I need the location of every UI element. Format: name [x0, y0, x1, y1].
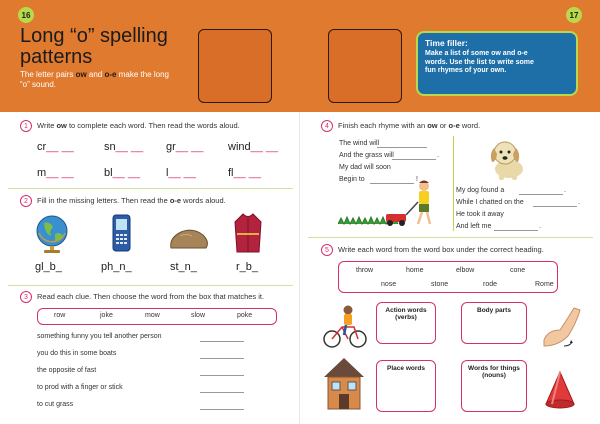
answer-line[interactable]: [494, 230, 538, 231]
rhyme-punctuation: !: [416, 176, 418, 183]
q5-word: throw: [356, 267, 374, 274]
q5-word: nose: [381, 281, 397, 288]
q5-word: rode: [483, 281, 498, 288]
answer-line[interactable]: [377, 147, 427, 148]
question-5-number: 5: [321, 244, 333, 256]
time-filler-box: [416, 31, 578, 96]
q3-clue: you do this in some boats: [37, 350, 117, 357]
question-2-instructions: Fill in the missing letters. Then read the o-e words aloud.: [37, 196, 226, 205]
section-separator: [308, 237, 593, 238]
dog-icon: [485, 137, 529, 181]
section-separator: [8, 285, 293, 286]
globe-icon: [34, 214, 74, 254]
answer-line[interactable]: [200, 392, 244, 393]
phone-icon: [110, 214, 134, 254]
rhyme-2-line: My dog found a: [456, 187, 505, 194]
rhyme-1-line: Begin to: [339, 176, 365, 183]
q3-option: joke: [100, 312, 113, 319]
category-box-place-words[interactable]: [376, 360, 436, 412]
page-divider: [299, 112, 300, 424]
section-separator: [8, 188, 293, 189]
elbow-icon: [538, 304, 582, 350]
rhyme-punctuation: .: [539, 223, 541, 230]
answer-line[interactable]: [392, 159, 436, 160]
time-filler-title: Time filler:: [425, 38, 468, 48]
category-heading: Body parts: [477, 307, 511, 314]
q3-clue: the opposite of fast: [37, 367, 97, 374]
sticker-box-left: [198, 29, 272, 103]
question-2-number: 2: [20, 195, 32, 207]
q1-word[interactable]: m__ __: [37, 167, 74, 179]
robe-icon: [233, 212, 263, 254]
q3-option: row: [54, 312, 66, 319]
page-title: Long “o” spelling patterns: [20, 25, 168, 68]
q1-word[interactable]: fl__ __: [228, 167, 262, 179]
q3-clue: something funny you tell another person: [37, 333, 162, 340]
q1-word[interactable]: cr__ __: [37, 141, 74, 153]
q2-word[interactable]: r_b_: [236, 261, 259, 273]
rhyme-2-line: He took it away: [456, 211, 504, 218]
question-4-number: 4: [321, 120, 333, 132]
q5-word-box: [338, 261, 558, 293]
q3-word-box: [37, 308, 277, 325]
q5-word: home: [406, 267, 424, 274]
category-heading: Place words: [387, 365, 425, 372]
rhyme-2-line: And left me: [456, 223, 492, 230]
question-1-number: 1: [20, 120, 32, 132]
q3-option: poke: [237, 312, 253, 319]
answer-line[interactable]: [200, 341, 244, 342]
q3-option: mow: [145, 312, 160, 319]
category-box-nouns[interactable]: [461, 360, 527, 412]
rhyme-1-line: And the grass will: [339, 152, 394, 159]
q5-word: Rome: [535, 281, 554, 288]
q5-word: elbow: [456, 267, 475, 274]
q1-word[interactable]: l__ __: [166, 167, 196, 179]
q3-clue: to cut grass: [37, 401, 74, 408]
q2-word[interactable]: ph_n_: [101, 261, 132, 273]
category-box-action-words[interactable]: [376, 302, 436, 344]
question-3-number: 3: [20, 291, 32, 303]
answer-line[interactable]: [519, 194, 563, 195]
q2-word[interactable]: gl_b_: [35, 261, 62, 273]
q1-word[interactable]: bl__ __: [104, 167, 141, 179]
rhyme-1-line: My dad will soon: [339, 164, 391, 171]
rhyme-punctuation: .: [564, 187, 566, 194]
q5-word: stone: [431, 281, 449, 288]
time-filler-body: Make a list of some ow and o-e words. Use the list to write some fun rhymes of your own.: [425, 50, 534, 74]
answer-line[interactable]: [200, 358, 244, 359]
q1-word[interactable]: sn__ __: [104, 141, 144, 153]
rhyme-divider: [453, 136, 454, 231]
answer-line[interactable]: [200, 375, 244, 376]
house-icon: [322, 355, 366, 411]
category-heading: Action words (verbs): [385, 307, 427, 321]
q5-word: cone: [510, 267, 526, 274]
bicycle-boy-icon: [322, 303, 368, 349]
page-number-right: 17: [566, 7, 582, 23]
question-4-instructions: Finish each rhyme with an ow or o-e word.: [338, 121, 481, 130]
answer-line[interactable]: [200, 409, 244, 410]
answer-line[interactable]: [533, 206, 577, 207]
q3-clue: to prod with a finger or stick: [37, 384, 123, 391]
rhyme-2-line: While I chatted on the: [456, 199, 524, 206]
stone-icon: [168, 226, 210, 252]
lawnmower-boy-icon: [338, 180, 438, 228]
rhyme-punctuation: .: [578, 199, 580, 206]
q1-word[interactable]: wind__ __: [228, 141, 279, 153]
question-3-instructions: Read each clue. Then choose the word from the box that matches it.: [37, 292, 265, 301]
q3-option: slow: [191, 312, 206, 319]
rhyme-punctuation: .: [437, 152, 439, 159]
question-5-instructions: Write each word from the word box under the correct heading.: [338, 245, 544, 254]
q1-word[interactable]: gr__ __: [166, 141, 204, 153]
page-number-left: 16: [18, 7, 34, 23]
cone-icon: [542, 370, 578, 412]
sticker-box-right: [328, 29, 402, 103]
category-heading: Words for things (nouns): [468, 365, 520, 379]
intro-text: The letter pairs ow and o-e make the long “o” sound.: [20, 70, 169, 89]
question-1-instructions: Write ow to complete each word. Then read the words aloud.: [37, 121, 240, 130]
q2-word[interactable]: st_n_: [170, 261, 197, 273]
rhyme-1-line: The wind will: [339, 140, 380, 147]
category-box-body-parts[interactable]: [461, 302, 527, 344]
